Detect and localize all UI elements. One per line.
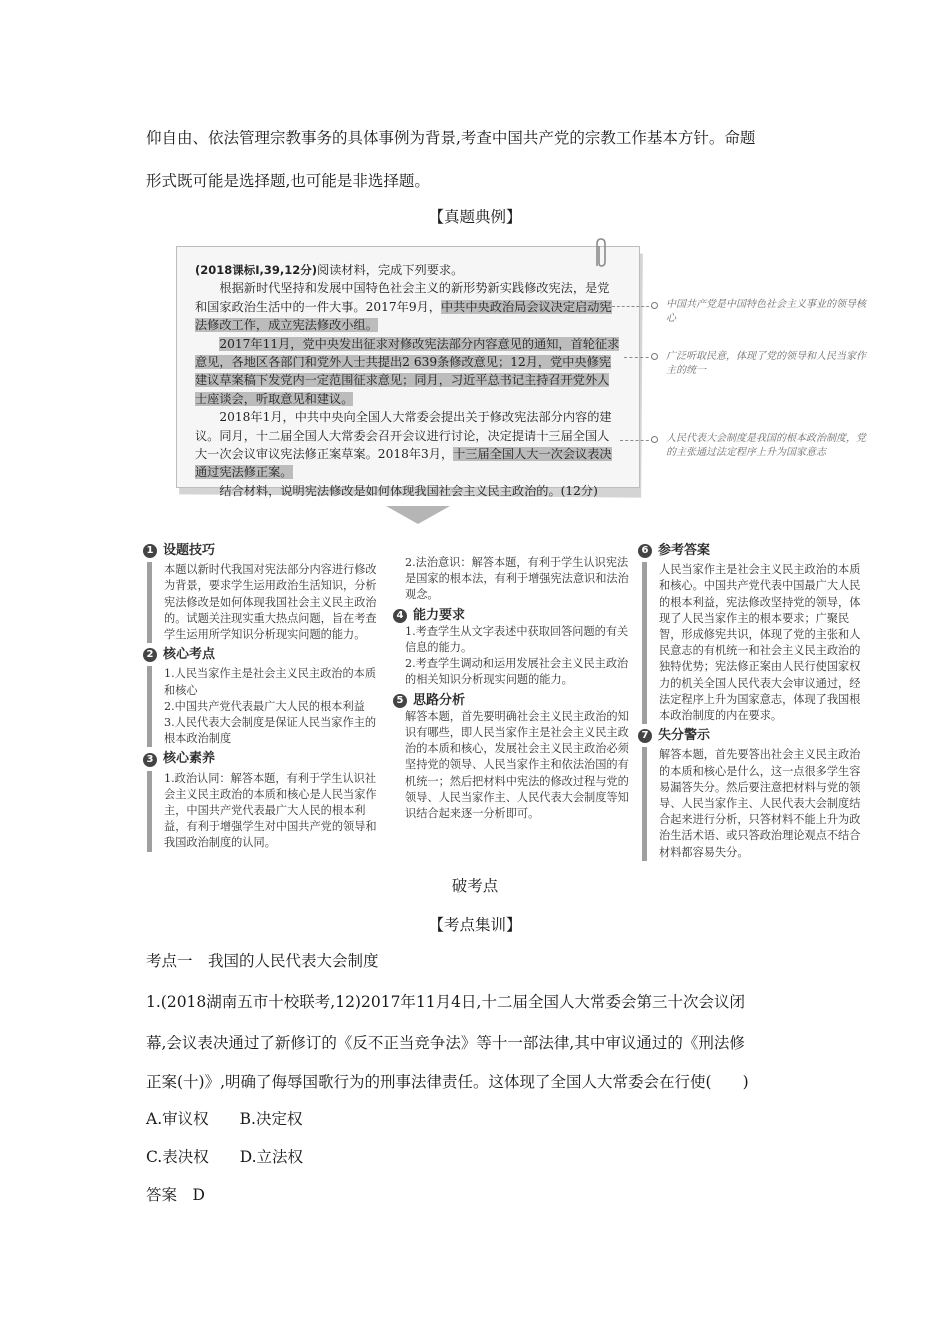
analysis-col-right [638, 543, 870, 865]
margin-note-2: 广泛听取民意，体现了党的领导和人民当家作主的统一 [666, 351, 866, 376]
section-heading-3 [143, 751, 383, 767]
material-para-3 [195, 408, 621, 482]
q1-line-3: 正案(十)》,明确了侮辱国歌行为的刑事法律责任。这体现了全国人大常委会在行使( ) [146, 1073, 749, 1091]
q1-options-row-2 [146, 1144, 826, 1170]
kaodian-one-title: 考点一 我国的人民代表大会制度 [146, 952, 379, 970]
option-d: D.立法权 [239, 1148, 304, 1166]
material-question: 结合材料，说明宪法修改是如何体现我国社会主义民主政治的。(12分) [219, 483, 598, 498]
section-title-7: 失分警示 [658, 728, 711, 744]
material-lead: 阅读材料，完成下列要求。 [317, 263, 464, 277]
option-b: B.决定权 [239, 1110, 303, 1128]
number-badge-icon: 2 [143, 648, 157, 662]
ability-item-2: 2.考查学生调动和运用发展社会主义民主政治的相关知识分析现实问题的能力。 [405, 657, 629, 687]
section-title-3: 核心素养 [163, 751, 216, 767]
material-para-1 [195, 279, 621, 334]
number-badge-icon: 3 [143, 753, 157, 767]
option-c: C.表决权 [146, 1148, 209, 1166]
section-body-7 [642, 747, 870, 860]
note-leader-3 [620, 440, 654, 441]
pokaodian-heading: 破考点 [451, 877, 499, 895]
section-title-1: 设题技巧 [163, 543, 216, 558]
note-dot-1 [651, 302, 658, 309]
number-badge-icon: 4 [393, 609, 407, 623]
section-heading-1 [143, 543, 383, 559]
material-para-2 [195, 335, 621, 409]
number-badge-icon: 5 [393, 694, 407, 708]
literacy-item-2-block [393, 555, 631, 604]
q1-answer: 答案 D [146, 1186, 205, 1204]
note-leader-1 [612, 306, 654, 307]
down-arrow-icon [386, 506, 450, 524]
section-body-1 [147, 562, 383, 643]
number-badge-icon: 6 [638, 544, 652, 558]
section-body-5 [393, 709, 631, 822]
intro-line-2: 形式既可能是选择题,也可能是非选择题。 [146, 172, 430, 190]
section-text-5: 解答本题，首先要明确社会主义民主政治的知识有哪些，即人民当家作主是社会主义民主政治的本质和核心，发展社会主义民主政治必须坚持党的领导、人民当家作主和依法治国的有机统一；然后把材料中宪法的修改过程与党的领导、人民当家作主、人民代表大会制度等知识结合起来逐一分析即可。 [405, 709, 629, 821]
material-p3: 2018年1月，中共中央向全国人大常委会提出关于修改宪法部分内容的建议。同月，十二届全国人大常委会召开会议进行讨论，决定提请十三届全国人大一次会议审议宪法修正案草案。2018年3月， [195, 410, 612, 462]
q1-line-2: 幕,会议表决通过了新修订的《反不正当竞争法》等十一部法律,其中审议通过的《刑法修 [146, 1034, 745, 1052]
core-point-3: 3.人民代表大会制度是保证人民当家作主的根本政治制度 [164, 716, 377, 746]
material-p1: 根据新时代坚持和发展中国特色社会主义的新形势新实践修改宪法，是党和国家政治生活中的一件大事。2017年9月， [195, 281, 610, 314]
section-body-6 [642, 562, 870, 724]
section-text-1: 本题以新时代我国对宪法部分内容进行修改为背景，要求学生运用政治生活知识，分析宪法修改是如何体现我国社会主义民主政治的。试题关注现实重大热点问题，旨在考查学生运用所学知识分析现实问题的能力。 [164, 563, 377, 642]
literacy-item-2: 2.法治意识：解答本题，有利于学生认识宪法是国家的根本法，有利于增强宪法意识和法治观念。 [405, 556, 629, 602]
paperclip-icon [591, 236, 611, 270]
section-heading-7 [638, 728, 870, 744]
kaodian-jixun-heading: 【考点集训】 [428, 916, 522, 934]
literacy-item-1: 1.政治认同：解答本题，有利于学生认识社会主义民主政治的本质和核心是人民当家作主，中国共产党代表最广大人民的根本利益，有利于增强学生对中国共产党的领导和我国政治制度的认同。 [164, 771, 377, 850]
material-card [176, 246, 640, 498]
section-title-5: 思路分析 [413, 692, 466, 708]
note-dot-2 [651, 353, 658, 360]
material-p3-highlight: 十三届全国人大一次会议表决通过宪法修正案。 [195, 447, 612, 480]
section-body-4 [393, 624, 631, 689]
section-title-4: 能力要求 [413, 607, 466, 623]
margin-note-1: 中国共产党是中国特色社会主义事业的领导核心 [666, 299, 866, 324]
section-heading-2 [143, 647, 383, 663]
intro-line-1: 仰自由、依法管理宗教事务的具体事例为背景,考查中国共产党的宗教工作基本方针。命题 [146, 129, 756, 147]
number-badge-icon: 7 [638, 729, 652, 743]
section-heading-4 [393, 608, 631, 624]
material-p2-highlight: 2017年11月，党中央发出征求对修改宪法部分内容意见的通知，首轮征求意见，各地区各部门和党外人士共提出2 639条修改意见；12月，党中央修宪建议草案稿下发党内一定范围征求意见；同月，习近平总书记主持召开党外人士座谈会，听取意见和建议。 [195, 336, 620, 406]
material-source-tag: (2018课标Ⅰ,39,12分) [195, 263, 318, 277]
section-body-2 [147, 666, 383, 747]
analysis-col-middle [393, 555, 631, 826]
section-text-6: 人民当家作主是社会主义民主政治的本质和核心。中国共产党代表中国最广大人民的根本利益，宪法修改坚持党的领导，体现了人民当家作主的根本要求；广聚民智，形成修宪共识，体现了党的主张和人民意志的有机统一和社会主义民主政治的独特优势；宪法修正案由人民行使国家权力的机关全国人民代表大会审议通过，经法定程序上升为国家意志，体现了我国根本政治制度的内在要求。 [659, 563, 861, 723]
material-source-line [195, 261, 621, 279]
note-leader-2 [624, 357, 654, 358]
section-heading-5 [393, 693, 631, 709]
zhenti-title: 【真题典例】 [428, 208, 522, 226]
section-text-7: 解答本题，首先要答出社会主义民主政治的本质和核心是什么，这一点很多学生容易漏答失分。然后要注意把材料与党的领导、人民当家作主、人民代表大会制度结合起来进行分析，只答材料不能上升为政治生活术语、或只答政治理论观点不结合材料都容易失分。 [659, 748, 861, 859]
section-body-3 [147, 771, 383, 852]
q1-options-row-1 [146, 1106, 826, 1132]
number-badge-icon: 1 [143, 544, 157, 558]
analysis-col-left [143, 543, 383, 856]
core-point-1: 1.人民当家作主是社会主义民主政治的本质和核心 [164, 667, 377, 697]
margin-note-3: 人民代表大会制度是我国的根本政治制度，党的主张通过法定程序上升为国家意志 [666, 433, 866, 458]
q1-line-1: 1.(2018湖南五市十校联考,12)2017年11月4日,十二届全国人大常委会第三十次会议闭 [146, 993, 745, 1011]
core-point-2: 2.中国共产党代表最广大人民的根本利益 [164, 699, 365, 713]
ability-item-1: 1.考查学生从文字表述中获取回答问题的有关信息的能力。 [405, 624, 629, 655]
option-a: A.审议权 [146, 1110, 209, 1128]
section-title-2: 核心考点 [163, 647, 216, 663]
section-heading-6 [638, 543, 870, 559]
note-dot-3 [651, 436, 658, 443]
section-title-6: 参考答案 [658, 543, 711, 558]
material-p1-highlight: 中共中央政治局会议决定启动宪法修改工作，成立宪法修改小组。 [195, 299, 612, 333]
